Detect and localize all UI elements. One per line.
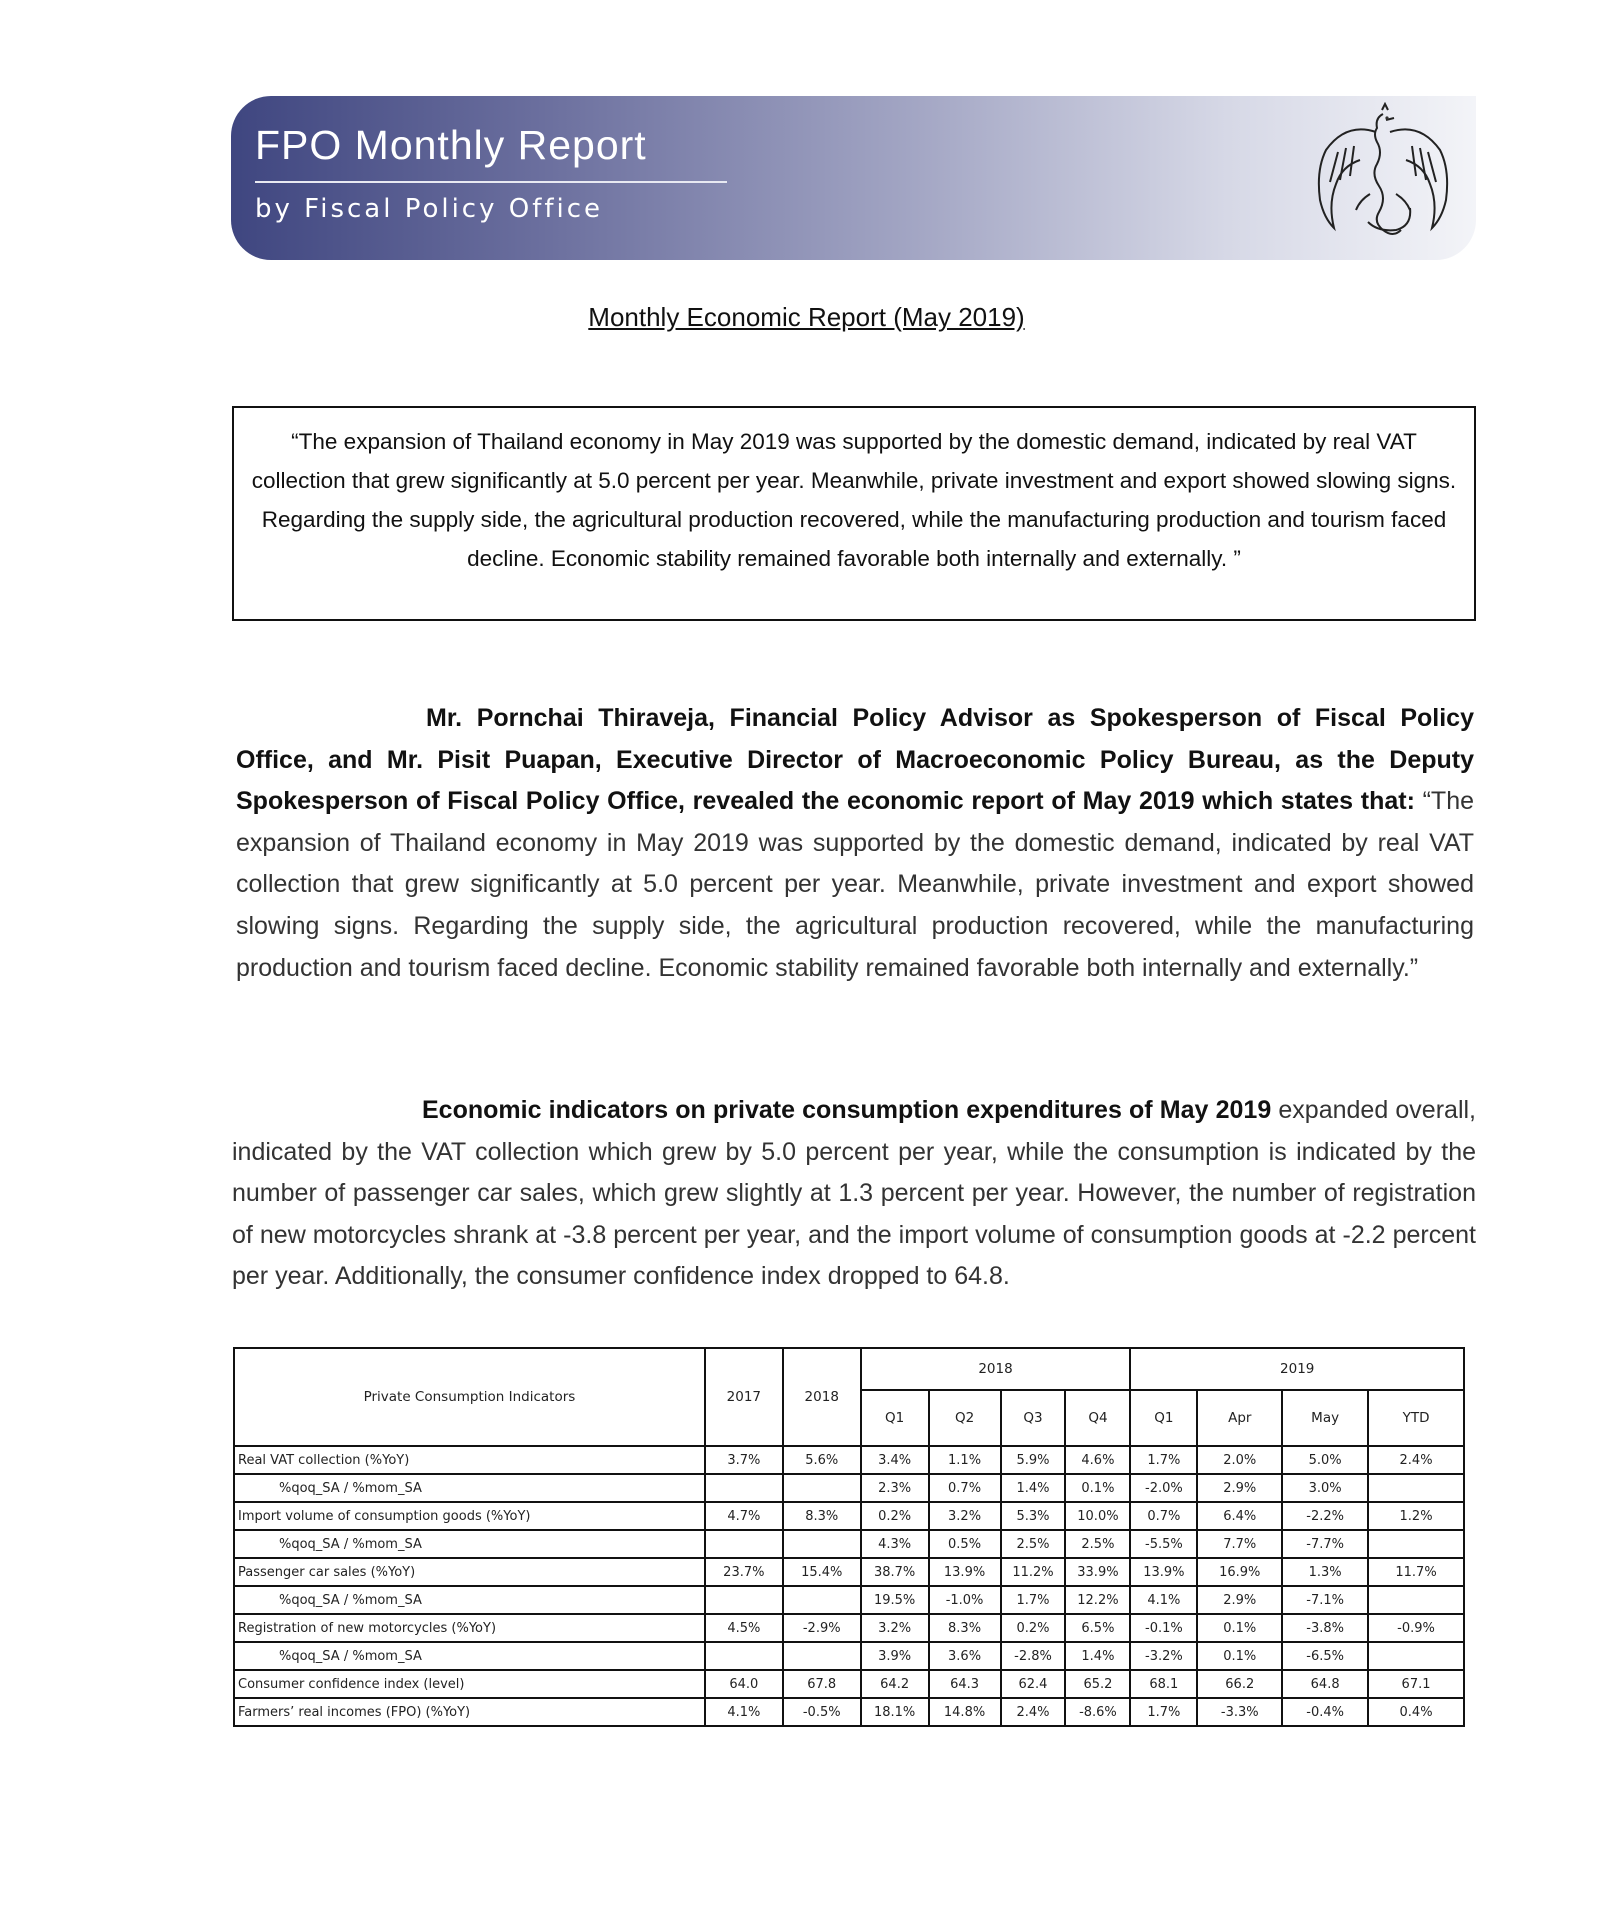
banner-title: FPO Monthly Report bbox=[255, 122, 647, 168]
header-2018-q3: Q3 bbox=[1001, 1390, 1066, 1446]
paragraph-consumption bbox=[232, 1090, 1476, 1298]
table-row bbox=[234, 1586, 1464, 1614]
table-cell: -2.8% bbox=[1001, 1642, 1066, 1670]
row-sub-label: %qoq_SA / %mom_SA bbox=[234, 1586, 705, 1614]
table-cell: -7.1% bbox=[1282, 1586, 1368, 1614]
table-cell: -1.0% bbox=[929, 1586, 1001, 1614]
table-cell: 64.0 bbox=[705, 1670, 783, 1698]
table-cell bbox=[1368, 1642, 1464, 1670]
table-cell: 64.2 bbox=[861, 1670, 929, 1698]
table-cell: 2.3% bbox=[861, 1474, 929, 1502]
row-sub-label: %qoq_SA / %mom_SA bbox=[234, 1474, 705, 1502]
table-cell: 23.7% bbox=[705, 1558, 783, 1586]
table-cell: 18.1% bbox=[861, 1698, 929, 1726]
table-cell: -0.4% bbox=[1282, 1698, 1368, 1726]
paragraph-lead-bold: Economic indicators on private consumption expenditures of May 2019 bbox=[422, 1096, 1272, 1124]
table-cell: 64.8 bbox=[1282, 1670, 1368, 1698]
header-2017: 2017 bbox=[705, 1348, 783, 1446]
table-cell bbox=[783, 1642, 861, 1670]
row-label: Real VAT collection (%YoY) bbox=[234, 1446, 705, 1474]
garuda-emblem-icon bbox=[1308, 102, 1458, 252]
report-banner bbox=[231, 96, 1476, 260]
table-cell: 8.3% bbox=[929, 1614, 1001, 1642]
table-cell: 6.5% bbox=[1065, 1614, 1130, 1642]
table-cell bbox=[783, 1474, 861, 1502]
table-cell: 0.1% bbox=[1197, 1614, 1282, 1642]
table-body bbox=[234, 1446, 1464, 1726]
table-cell: 0.7% bbox=[1130, 1502, 1197, 1530]
table-cell: 5.0% bbox=[1282, 1446, 1368, 1474]
table-cell: 8.3% bbox=[783, 1502, 861, 1530]
table-row bbox=[234, 1530, 1464, 1558]
table-cell: -3.3% bbox=[1197, 1698, 1282, 1726]
table-row bbox=[234, 1446, 1464, 1474]
table-cell: 15.4% bbox=[783, 1558, 861, 1586]
table-cell bbox=[783, 1586, 861, 1614]
table-row bbox=[234, 1670, 1464, 1698]
table-cell: 62.4 bbox=[1001, 1670, 1066, 1698]
table-cell: 1.7% bbox=[1130, 1446, 1197, 1474]
table-cell: 4.5% bbox=[705, 1614, 783, 1642]
table-row bbox=[234, 1502, 1464, 1530]
header-2018: 2018 bbox=[783, 1348, 861, 1446]
row-sub-label: %qoq_SA / %mom_SA bbox=[234, 1642, 705, 1670]
banner-divider bbox=[255, 181, 727, 183]
table-cell: 11.7% bbox=[1368, 1558, 1464, 1586]
table-cell: 11.2% bbox=[1001, 1558, 1066, 1586]
table-cell: 4.1% bbox=[705, 1698, 783, 1726]
row-label: Registration of new motorcycles (%YoY) bbox=[234, 1614, 705, 1642]
table-cell: 12.2% bbox=[1065, 1586, 1130, 1614]
row-label: Consumer confidence index (level) bbox=[234, 1670, 705, 1698]
table-cell bbox=[705, 1642, 783, 1670]
paragraph-spokesperson bbox=[236, 698, 1474, 989]
table-row bbox=[234, 1642, 1464, 1670]
table-cell: -3.8% bbox=[1282, 1614, 1368, 1642]
table-cell: -6.5% bbox=[1282, 1642, 1368, 1670]
table-cell: 3.6% bbox=[929, 1642, 1001, 1670]
table-cell: 1.2% bbox=[1368, 1502, 1464, 1530]
table-cell: 2.4% bbox=[1368, 1446, 1464, 1474]
table-cell: 2.9% bbox=[1197, 1474, 1282, 1502]
table-cell: 1.4% bbox=[1065, 1642, 1130, 1670]
table-cell: 0.7% bbox=[929, 1474, 1001, 1502]
table-row bbox=[234, 1474, 1464, 1502]
table-cell: 3.2% bbox=[929, 1502, 1001, 1530]
table-cell: 0.2% bbox=[1001, 1614, 1066, 1642]
table-cell: 0.5% bbox=[929, 1530, 1001, 1558]
table-cell: 0.4% bbox=[1368, 1698, 1464, 1726]
table-cell: 1.4% bbox=[1001, 1474, 1066, 1502]
table-cell: 2.5% bbox=[1001, 1530, 1066, 1558]
table-cell: 66.2 bbox=[1197, 1670, 1282, 1698]
table-cell: -0.1% bbox=[1130, 1614, 1197, 1642]
table-cell: 4.6% bbox=[1065, 1446, 1130, 1474]
paragraph-lead-bold: Mr. Pornchai Thiraveja, Financial Policy Advisor as Spokesperson of Fiscal Policy Office, and Mr. Pisit Puapan, Executive Director of Macroeconomic Policy Bureau, as the Deputy Spokesperson of Fiscal Policy Office, revealed the economic report of May 2019 which states that: bbox=[236, 704, 1474, 816]
table-cell: 67.8 bbox=[783, 1670, 861, 1698]
header-2019-apr: Apr bbox=[1197, 1390, 1282, 1446]
table-cell: 2.9% bbox=[1197, 1586, 1282, 1614]
private-consumption-table bbox=[233, 1347, 1465, 1727]
table-cell: -7.7% bbox=[1282, 1530, 1368, 1558]
header-2019-may: May bbox=[1282, 1390, 1368, 1446]
header-2018-q2: Q2 bbox=[929, 1390, 1001, 1446]
table-cell: -2.2% bbox=[1282, 1502, 1368, 1530]
header-indicator: Private Consumption Indicators bbox=[234, 1348, 705, 1446]
header-2019-ytd: YTD bbox=[1368, 1390, 1464, 1446]
table-cell: -0.9% bbox=[1368, 1614, 1464, 1642]
document-title: Monthly Economic Report (May 2019) bbox=[588, 302, 1025, 332]
header-group-2019: 2019 bbox=[1130, 1348, 1464, 1390]
table-cell: -3.2% bbox=[1130, 1642, 1197, 1670]
summary-box bbox=[232, 406, 1476, 621]
table-cell: 67.1 bbox=[1368, 1670, 1464, 1698]
header-2018-q4: Q4 bbox=[1065, 1390, 1130, 1446]
table-cell: 1.1% bbox=[929, 1446, 1001, 1474]
table-cell: 5.3% bbox=[1001, 1502, 1066, 1530]
table-cell: 6.4% bbox=[1197, 1502, 1282, 1530]
table-cell bbox=[705, 1586, 783, 1614]
table-cell: 3.7% bbox=[705, 1446, 783, 1474]
table-row bbox=[234, 1698, 1464, 1726]
header-2019-q1: Q1 bbox=[1130, 1390, 1197, 1446]
table-cell: 7.7% bbox=[1197, 1530, 1282, 1558]
table-cell: 13.9% bbox=[929, 1558, 1001, 1586]
table-cell: 4.1% bbox=[1130, 1586, 1197, 1614]
table-cell: 2.4% bbox=[1001, 1698, 1066, 1726]
row-sub-label: %qoq_SA / %mom_SA bbox=[234, 1530, 705, 1558]
table-cell: 10.0% bbox=[1065, 1502, 1130, 1530]
table-cell bbox=[783, 1530, 861, 1558]
table-cell: 3.9% bbox=[861, 1642, 929, 1670]
table-cell bbox=[705, 1530, 783, 1558]
row-label: Passenger car sales (%YoY) bbox=[234, 1558, 705, 1586]
table-cell: 19.5% bbox=[861, 1586, 929, 1614]
table-cell: 1.3% bbox=[1282, 1558, 1368, 1586]
table-cell: 5.6% bbox=[783, 1446, 861, 1474]
table-cell: -0.5% bbox=[783, 1698, 861, 1726]
row-label: Farmers’ real incomes (FPO) (%YoY) bbox=[234, 1698, 705, 1726]
table-cell: -5.5% bbox=[1130, 1530, 1197, 1558]
row-label: Import volume of consumption goods (%YoY) bbox=[234, 1502, 705, 1530]
banner-subtitle: by Fiscal Policy Office bbox=[255, 194, 604, 224]
table-cell: -8.6% bbox=[1065, 1698, 1130, 1726]
table-cell: 3.2% bbox=[861, 1614, 929, 1642]
table-cell: 65.2 bbox=[1065, 1670, 1130, 1698]
table-cell: 68.1 bbox=[1130, 1670, 1197, 1698]
table-row bbox=[234, 1558, 1464, 1586]
table-cell: 4.7% bbox=[705, 1502, 783, 1530]
table-cell: -2.0% bbox=[1130, 1474, 1197, 1502]
header-2018-q1: Q1 bbox=[861, 1390, 929, 1446]
paragraph-body: expanded overall, indicated by the VAT collection which grew by 5.0 percent per year, while the consumption is indicated by the number of passenger car sales, which grew slightly at 1.3 percent per year. However, the number of registration of new motorcycles shrank at -3.8 percent per year, and the import volume of consumption goods at -2.2 percent per year. Additionally, the consumer confidence index dropped to 64.8. bbox=[232, 1096, 1476, 1291]
table-cell: 0.1% bbox=[1065, 1474, 1130, 1502]
table-cell bbox=[1368, 1474, 1464, 1502]
paragraph-body: “The expansion of Thailand economy in May 2019 was supported by the domestic demand, indicated by real VAT collection that grew significantly at 5.0 percent per year. Meanwhile, private investment and export showed slowing signs. Regarding the supply side, the agricultural production recovered, while the manufacturing production and tourism faced decline. Economic stability remained favorable both internally and externally.” bbox=[236, 787, 1475, 982]
table-cell: 13.9% bbox=[1130, 1558, 1197, 1586]
table-cell: 0.1% bbox=[1197, 1642, 1282, 1670]
table-cell: 38.7% bbox=[861, 1558, 929, 1586]
table-cell bbox=[1368, 1586, 1464, 1614]
table-cell: 3.0% bbox=[1282, 1474, 1368, 1502]
table-cell: 1.7% bbox=[1130, 1698, 1197, 1726]
header-group-2018: 2018 bbox=[861, 1348, 1131, 1390]
table-cell: 33.9% bbox=[1065, 1558, 1130, 1586]
table-row bbox=[234, 1614, 1464, 1642]
table-cell: 14.8% bbox=[929, 1698, 1001, 1726]
table-cell: 5.9% bbox=[1001, 1446, 1066, 1474]
table-cell: 1.7% bbox=[1001, 1586, 1066, 1614]
table-header-row bbox=[234, 1348, 1464, 1390]
table-cell bbox=[705, 1474, 783, 1502]
table-cell: 2.5% bbox=[1065, 1530, 1130, 1558]
table-cell: 3.4% bbox=[861, 1446, 929, 1474]
table-cell: 16.9% bbox=[1197, 1558, 1282, 1586]
table-cell: 4.3% bbox=[861, 1530, 929, 1558]
table-cell: -2.9% bbox=[783, 1614, 861, 1642]
summary-quote: “The expansion of Thailand economy in May 2019 was supported by the domestic demand, indicated by real VAT collection that grew significantly at 5.0 percent per year. Meanwhile, private investment and export showed slowing signs. Regarding the supply side, the agricultural production recovered, while the manufacturing production and tourism faced decline. Economic stability remained favorable both internally and externally. ” bbox=[251, 429, 1457, 571]
table-cell: 0.2% bbox=[861, 1502, 929, 1530]
table-cell: 64.3 bbox=[929, 1670, 1001, 1698]
table-cell bbox=[1368, 1530, 1464, 1558]
table-cell: 2.0% bbox=[1197, 1446, 1282, 1474]
